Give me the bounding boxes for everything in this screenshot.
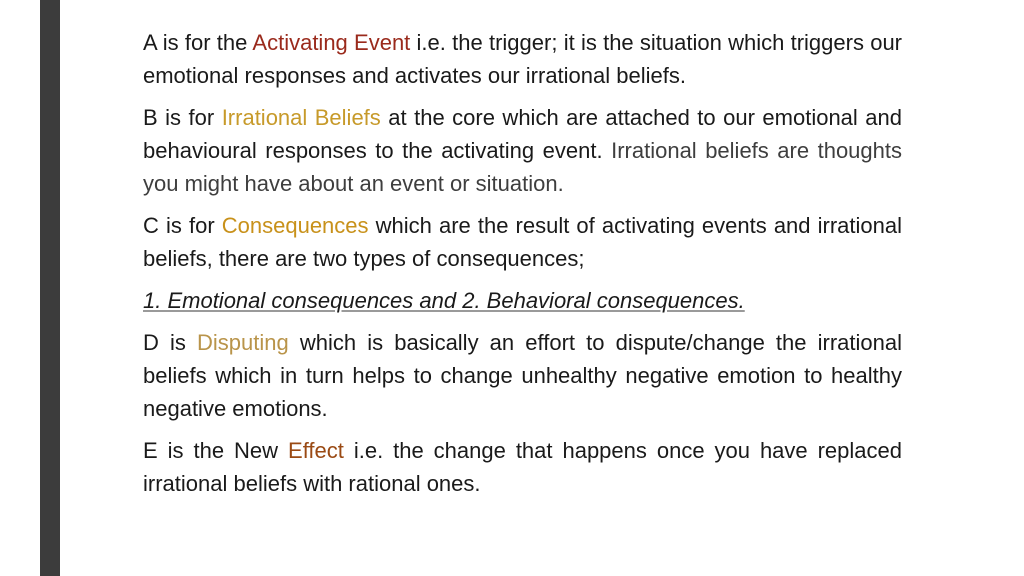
letter-e: E: [143, 438, 158, 463]
letter-c: C: [143, 213, 159, 238]
paragraph-d-pre: is: [158, 330, 198, 355]
letter-b: B: [143, 105, 158, 130]
paragraph-e: [143, 434, 902, 500]
letter-d: D: [143, 330, 159, 355]
keyword-activating-event: Activating Event: [252, 30, 411, 55]
keyword-irrational-beliefs: Irrational Beliefs: [221, 105, 381, 130]
paragraph-d-post: which is basically an effort to dispute/change the irrational beliefs which in turn helps to change unhealthy negative emotion to healthy negative emotions.: [143, 330, 902, 421]
keyword-consequences: Consequences: [221, 213, 369, 238]
paragraph-a-post: i.e. the trigger; it is the situation which triggers our emotional responses and activates our irrational beliefs.: [143, 30, 902, 88]
abcde-model-text: [143, 26, 902, 509]
paragraph-b: [143, 101, 902, 200]
paragraph-d: [143, 326, 902, 425]
left-accent-bar: [40, 0, 60, 576]
paragraph-b-extra: Irrational beliefs are thoughts you might have about an event or situation.: [143, 138, 902, 196]
letter-a: A: [143, 30, 157, 55]
paragraph-a-pre: is for the: [156, 30, 253, 55]
paragraph-e-post: i.e. the change that happens once you have replaced irrational beliefs with rational ones.: [143, 438, 903, 496]
keyword-disputing: Disputing: [197, 330, 289, 355]
paragraph-b-pre: is for: [157, 105, 222, 130]
keyword-effect: Effect: [288, 438, 344, 463]
paragraph-c: [143, 209, 902, 275]
consequence-types-line: 1. Emotional consequences and 2. Behavioral consequences.: [143, 288, 745, 313]
paragraph-a: [143, 26, 902, 92]
paragraph-e-pre: is the New: [157, 438, 289, 463]
paragraph-c-post: which are the result of activating events and irrational beliefs, there are two types of consequences;: [143, 213, 902, 271]
paragraph-b-post: at the core which are attached to our emotional and behavioural responses to the activating event.: [143, 105, 902, 163]
paragraph-c-pre: is for: [158, 213, 222, 238]
